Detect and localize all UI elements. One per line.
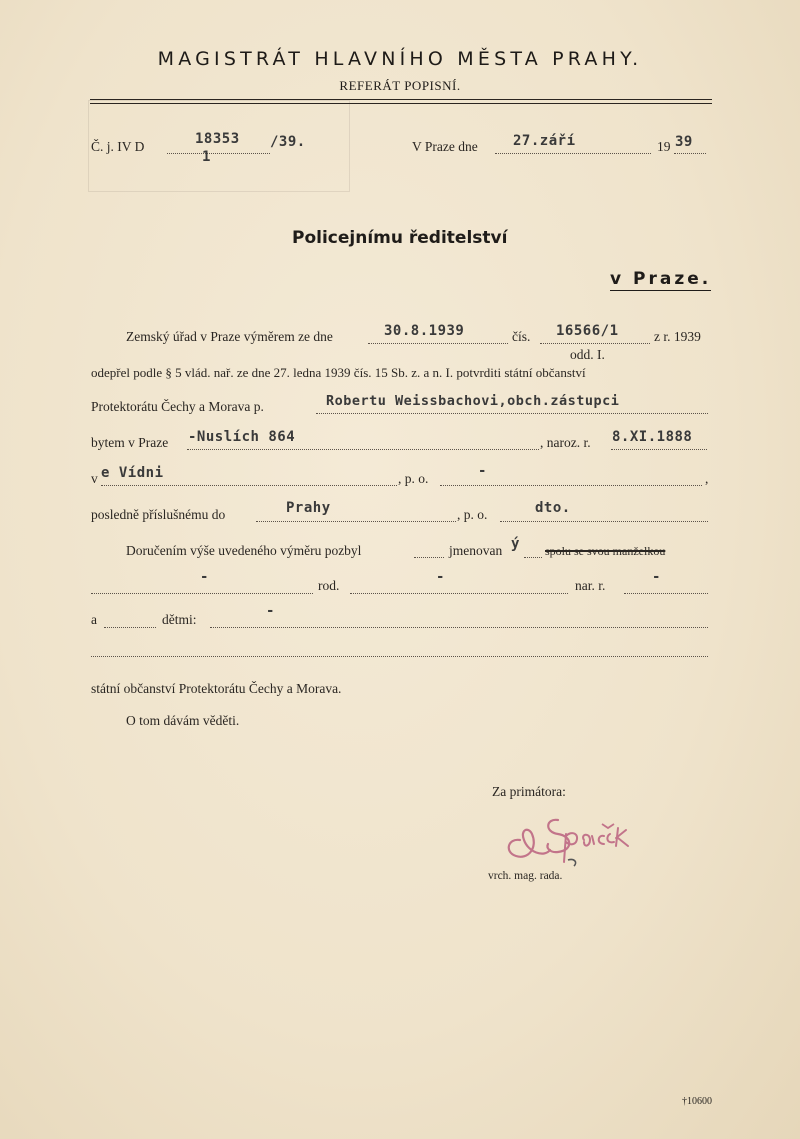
text-line-1c: z r. 1939 [654, 329, 701, 344]
residence-address: -Nuslích 864 [188, 429, 296, 445]
decision-date: 30.8.1939 [384, 323, 465, 339]
dots-line-9b [350, 577, 568, 594]
dots-line-10b [210, 611, 708, 628]
text-line-4: Protektorátu Čechy a Morava p. [91, 399, 264, 414]
text-line-8b: jmenovan [449, 543, 503, 558]
date-year-suffix: 39 [675, 134, 693, 150]
date-value: 27.září [513, 133, 576, 149]
dots-line-8a [414, 541, 444, 558]
text-line-9-rod: rod. [318, 578, 340, 593]
text-line-10a: a [91, 612, 97, 627]
birth-date: 8.XI.1888 [612, 429, 693, 445]
spouse-maiden-dash: - [436, 569, 445, 585]
text-line-1b: čís. [512, 329, 531, 344]
signature-label: Za primátora: [492, 784, 566, 799]
spouse-name-dash: - [200, 569, 209, 585]
office-subtitle: REFERÁT POPISNÍ. [339, 78, 461, 93]
text-line-2: odd. I. [570, 347, 605, 362]
children-dash: - [266, 603, 275, 619]
recipient-city: v Praze. [610, 269, 712, 289]
birth-district: - [478, 463, 487, 479]
struck-spouse-text: spolu se svou manželkou [545, 544, 666, 558]
reference-subnumber: 1 [202, 149, 211, 165]
text-line-6b: , p. o. [398, 471, 429, 486]
text-line-5b: , naroz. r. [540, 435, 591, 450]
text-line-9-nar: nar. r. [575, 578, 606, 593]
dots-line-10a [104, 611, 156, 628]
text-line-6c: , [705, 471, 709, 486]
reference-prefix: Č. j. IV D [91, 139, 145, 154]
dots-line-8b [524, 541, 542, 558]
person-name: Robertu Weissbachovi,obch.zástupci [326, 393, 620, 409]
header-rule-top [90, 99, 712, 100]
date-label: V Praze dne [412, 139, 478, 154]
spouse-birth-dash: - [652, 569, 661, 585]
text-line-7a: posledně příslušnému do [91, 507, 226, 522]
handwritten-signature [498, 800, 668, 875]
decision-number: 16566/1 [556, 323, 619, 339]
text-line-7b: , p. o. [457, 507, 488, 522]
birth-place: e Vídni [101, 465, 164, 481]
date-year-prefix: 19 [657, 139, 671, 154]
form-number: †10600 [682, 1096, 712, 1107]
text-line-8a: Doručením výše uvedeného výměru pozbyl [126, 543, 362, 558]
text-line-3: odepřel podle § 5 vlád. nař. ze dne 27. ledna 1939 čís. 15 Sb. z. a n. I. potvrditi státní občanství [91, 365, 586, 380]
office-title: MAGISTRÁT HLAVNÍHO MĚSTA PRAHY. [157, 48, 643, 70]
text-line-13: O tom dávám věděti. [126, 713, 240, 728]
text-line-1a: Zemský úřad v Praze výměrem ze dne [126, 329, 333, 344]
text-line-6a: v [91, 471, 98, 486]
recipient-name: Policejnímu ředitelství [292, 228, 508, 248]
text-line-12: státní občanství Protektorátu Čechy a Morava. [91, 681, 342, 696]
dots-line-7b [500, 505, 708, 522]
header-rule-bottom [90, 103, 712, 104]
reference-year: /39. [270, 134, 306, 150]
dots-line-11 [91, 640, 708, 657]
signature-title: vrch. mag. rada. [488, 870, 563, 882]
gender-suffix: ý [511, 536, 520, 552]
text-line-10-children: dětmi: [162, 612, 197, 627]
dots-line-9c [624, 577, 708, 594]
domicile-place: Prahy [286, 500, 331, 516]
text-line-5a: bytem v Praze [91, 435, 169, 450]
domicile-district: dto. [535, 500, 571, 516]
reference-number: 18353 [195, 131, 240, 147]
